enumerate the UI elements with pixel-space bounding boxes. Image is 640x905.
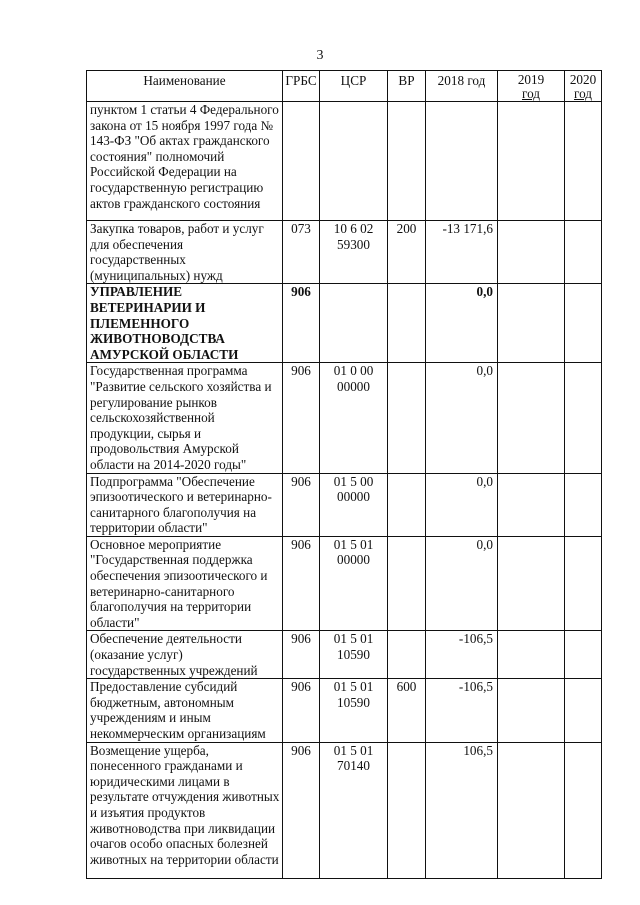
cell-name: Подпрограмма "Обеспечение эпизоотического и ветеринарно-санитарного благополучия на территории области" [87, 473, 283, 536]
cell-csr [320, 102, 388, 221]
table-header-row [87, 71, 602, 102]
cell-grbs: 906 [283, 679, 320, 742]
cell-grbs: 906 [283, 631, 320, 679]
cell-csr: 01 5 00 00000 [320, 473, 388, 536]
header-2020-year: 2020 [569, 72, 597, 87]
cell-csr: 01 5 01 10590 [320, 679, 388, 742]
cell-grbs [283, 102, 320, 221]
cell-2020 [565, 536, 602, 631]
cell-2019 [498, 679, 565, 742]
cell-2018: 0,0 [426, 284, 498, 363]
table-row [87, 631, 602, 679]
header-grbs: ГРБС [283, 71, 320, 102]
header-2020 [565, 71, 602, 102]
cell-name: Обеспечение деятельности (оказание услуг) государственных учреждений [87, 631, 283, 679]
cell-vr [388, 631, 426, 679]
cell-vr [388, 536, 426, 631]
cell-2020 [565, 284, 602, 363]
cell-2020 [565, 742, 602, 878]
cell-2018: 0,0 [426, 536, 498, 631]
header-2019-year: 2019 [517, 72, 545, 87]
cell-2018: -13 171,6 [426, 221, 498, 284]
header-name: Наименование [87, 71, 283, 102]
table-row [87, 473, 602, 536]
cell-name: Предоставление субсидий бюджетным, автономным учреждениям и иным некоммерческим организациям [87, 679, 283, 742]
budget-table [86, 70, 602, 879]
cell-vr [388, 363, 426, 473]
cell-2019 [498, 473, 565, 536]
cell-2018: 0,0 [426, 363, 498, 473]
table-row [87, 363, 602, 473]
cell-2020 [565, 363, 602, 473]
cell-vr [388, 742, 426, 878]
cell-grbs: 906 [283, 536, 320, 631]
page-number: 3 [316, 48, 324, 63]
cell-2018: 0,0 [426, 473, 498, 536]
cell-vr [388, 473, 426, 536]
cell-name: Закупка товаров, работ и услуг для обеспечения государственных (муниципальных) нужд [87, 221, 283, 284]
cell-2020 [565, 631, 602, 679]
cell-2018: 106,5 [426, 742, 498, 878]
cell-2020 [565, 102, 602, 221]
cell-2020 [565, 473, 602, 536]
table-row [87, 742, 602, 878]
cell-2019 [498, 631, 565, 679]
cell-csr: 01 5 01 70140 [320, 742, 388, 878]
header-vr: ВР [388, 71, 426, 102]
cell-2019 [498, 102, 565, 221]
cell-grbs: 073 [283, 221, 320, 284]
cell-2018: -106,5 [426, 631, 498, 679]
cell-2018 [426, 102, 498, 221]
header-csr: ЦСР [320, 71, 388, 102]
cell-2019 [498, 221, 565, 284]
header-2020-word: год [573, 86, 592, 101]
cell-2020 [565, 221, 602, 284]
cell-vr [388, 284, 426, 363]
cell-name: Основное мероприятие "Государственная поддержка обеспечения эпизоотического и ветеринарно-санитарного благополучия на территории области" [87, 536, 283, 631]
cell-name: Возмещение ущерба, понесенного гражданами и юридическими лицами в результате отчуждения животных и изъятия продуктов животноводства при ликвидации очагов особо опасных болезней животных на территории области [87, 742, 283, 878]
cell-grbs: 906 [283, 742, 320, 878]
cell-2019 [498, 363, 565, 473]
cell-csr: 01 0 00 00000 [320, 363, 388, 473]
cell-name: Государственная программа "Развитие сельского хозяйства и регулирование рынков сельскохозяйственной продукции, сырья и продовольствия Амурской области на 2014-2020 годы" [87, 363, 283, 473]
header-2019-word: год [521, 86, 540, 101]
cell-2020 [565, 679, 602, 742]
cell-vr: 600 [388, 679, 426, 742]
table-row [87, 284, 602, 363]
cell-csr: 01 5 01 00000 [320, 536, 388, 631]
cell-name: УПРАВЛЕНИЕ ВЕТЕРИНАРИИ И ПЛЕМЕННОГО ЖИВОТНОВОДСТВА АМУРСКОЙ ОБЛАСТИ [87, 284, 283, 363]
table-row [87, 221, 602, 284]
cell-2018: -106,5 [426, 679, 498, 742]
cell-grbs: 906 [283, 363, 320, 473]
cell-vr: 200 [388, 221, 426, 284]
cell-vr [388, 102, 426, 221]
table-row [87, 102, 602, 221]
table-row [87, 536, 602, 631]
cell-2019 [498, 536, 565, 631]
table-row [87, 679, 602, 742]
cell-2019 [498, 284, 565, 363]
cell-grbs: 906 [283, 473, 320, 536]
cell-csr: 10 6 02 59300 [320, 221, 388, 284]
cell-csr: 01 5 01 10590 [320, 631, 388, 679]
header-2019 [498, 71, 565, 102]
cell-grbs: 906 [283, 284, 320, 363]
cell-csr [320, 284, 388, 363]
cell-name: пунктом 1 статьи 4 Федерального закона от 15 ноября 1997 года № 143-ФЗ "Об актах гражданского состояния" полномочий Российской Федерации на государственную регистрацию актов гражданского состояния [87, 102, 283, 221]
header-2018: 2018 год [426, 71, 498, 102]
cell-2019 [498, 742, 565, 878]
